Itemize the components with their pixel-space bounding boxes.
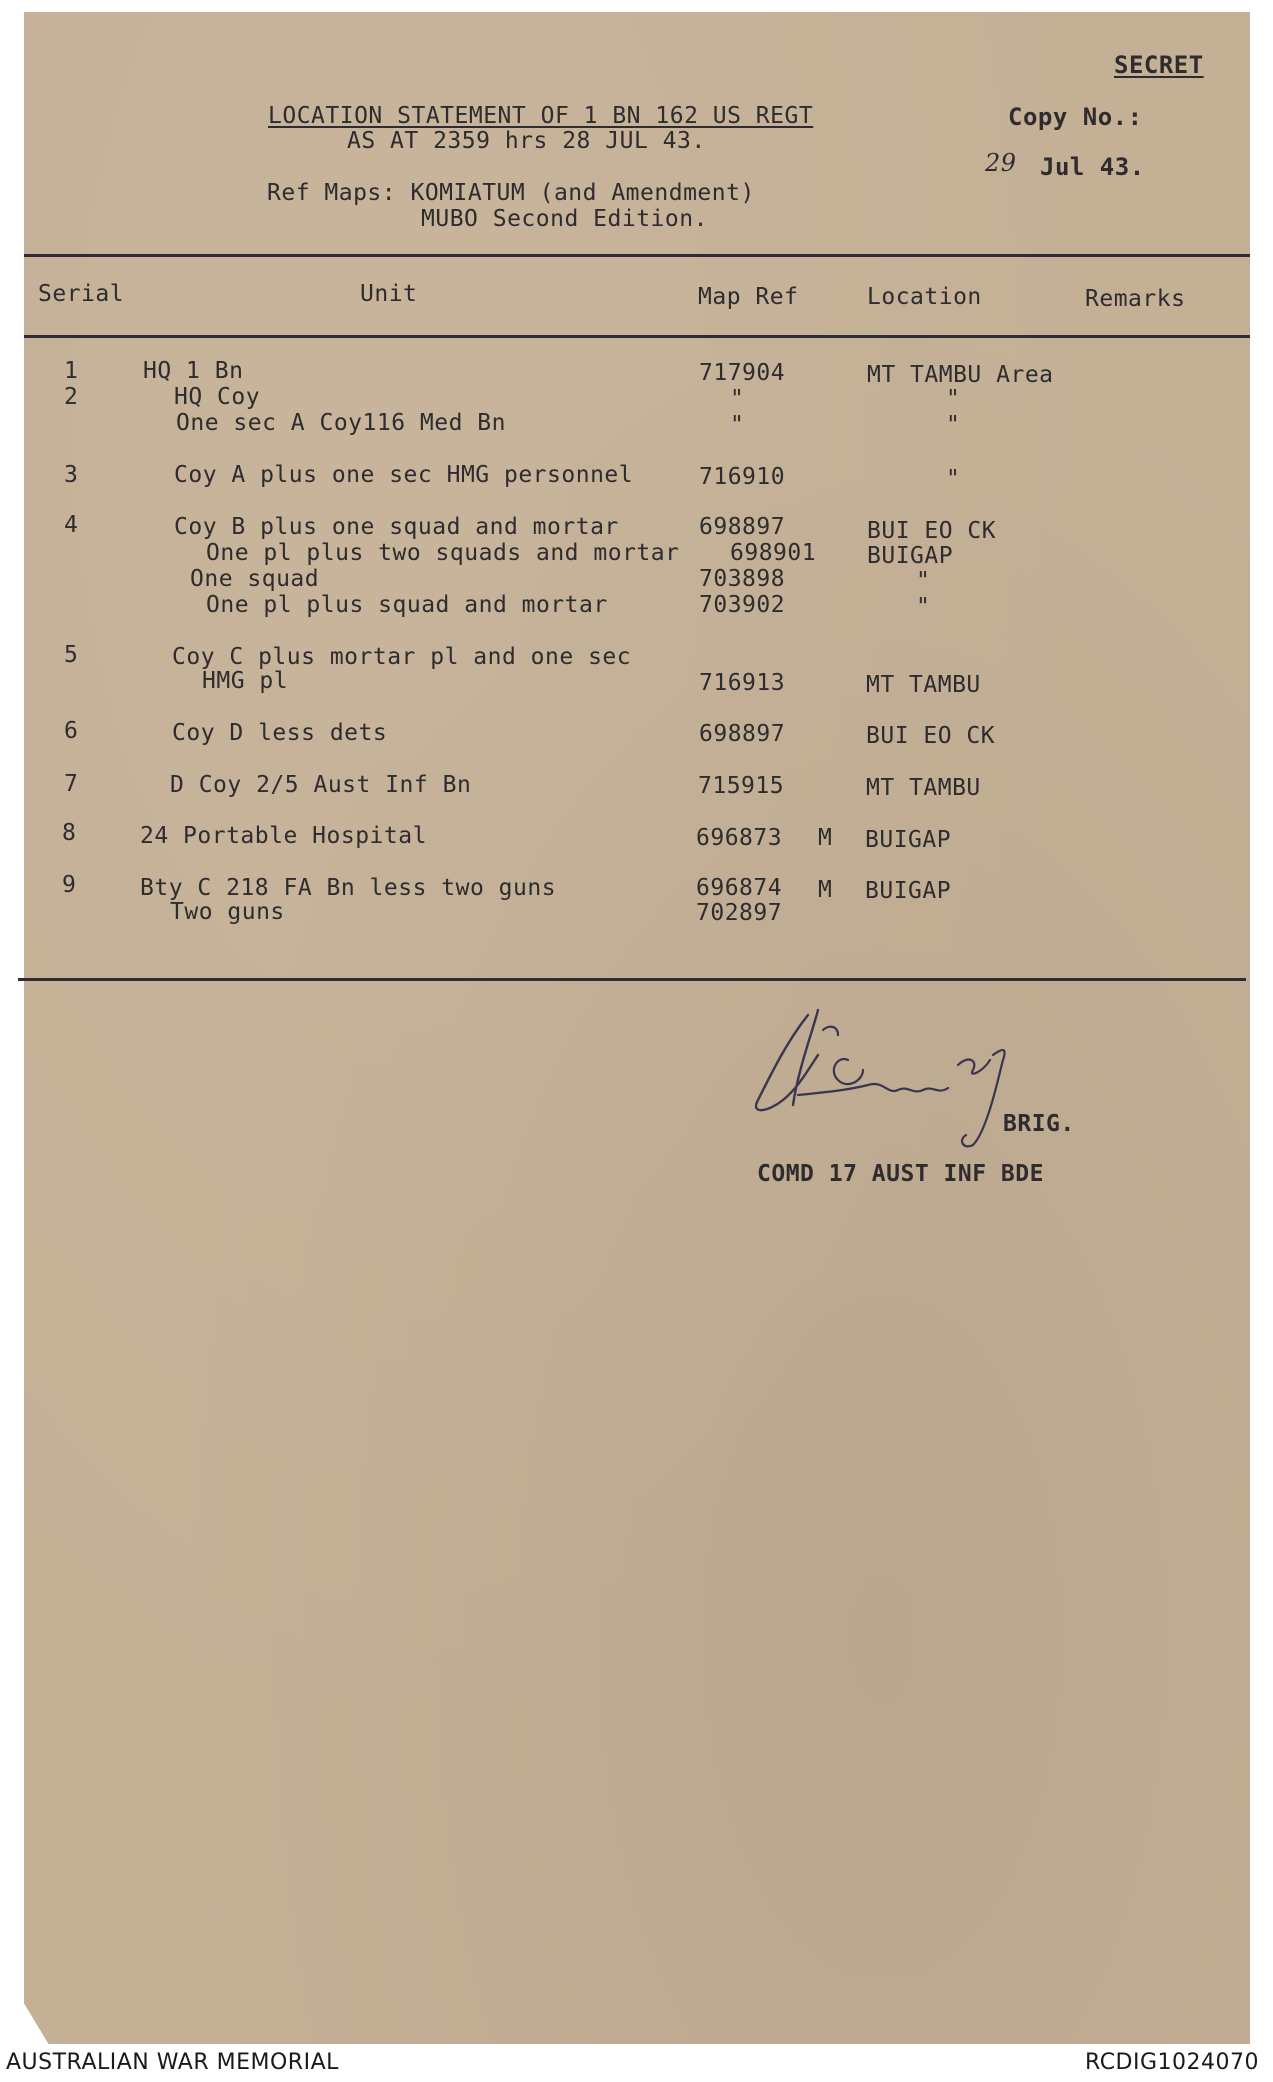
unit-cell: D Coy 2/5 Aust Inf Bn [170,772,472,798]
serial-cell: 6 [64,718,79,744]
map-ref-cell: 716913 [699,670,786,696]
signatory-appointment: COMD 17 AUST INF BDE [757,1161,1044,1187]
location-cell: BUI EO CK [867,518,997,544]
date-month-year: Jul 43. [1040,153,1145,181]
unit-cell: One pl plus squad and mortar [206,592,608,618]
location-cell: BUIGAP [865,827,952,853]
column-header-remarks: Remarks [1085,286,1186,312]
table-header-rule [24,335,1250,338]
map-ref-cell: 698897 [699,721,786,747]
unit-cell: HQ 1 Bn [143,358,244,384]
serial-cell: 3 [64,462,79,488]
column-header-map-ref: Map Ref [698,284,799,310]
column-header-serial: Serial [38,281,125,307]
column-header-unit: Unit [360,281,418,307]
unit-cell: One pl plus two squads and mortar [206,540,680,566]
date-day-handwritten: 29 [985,149,1017,177]
serial-cell: 9 [62,872,77,898]
flag-cell: M [818,825,833,851]
unit-cell: One sec A Coy116 Med Bn [176,410,506,436]
table-top-rule [24,254,1250,257]
location-cell: BUIGAP [865,878,952,904]
location-cell: BUI EO CK [866,723,996,749]
map-ref-cell: 698897 [699,514,786,540]
table-bottom-rule [18,978,1246,981]
location-cell: BUIGAP [867,543,954,569]
location-cell: MT TAMBU [866,775,981,801]
flag-cell: M [818,877,833,903]
archive-source-caption: AUSTRALIAN WAR MEMORIAL [6,2050,339,2075]
archive-id-caption: RCDIG1024070 [1085,2050,1260,2075]
unit-cell: HMG pl [202,668,289,694]
unit-cell: Two guns [170,899,285,925]
map-ref-cell: 703898 [699,566,786,592]
map-ref-cell: 698901 [730,540,817,566]
map-ref-cell: 717904 [699,360,786,386]
map-ref-cell: 716910 [699,464,786,490]
ref-maps-line-2: MUBO Second Edition. [421,206,708,232]
as-at-line: AS AT 2359 hrs 28 JUL 43. [347,128,706,154]
unit-cell: Coy A plus one sec HMG personnel [174,462,634,488]
map-ref-cell: 696874 [696,875,783,901]
map-ref-cell: " [730,412,745,438]
location-cell: MT TAMBU Area [867,362,1054,388]
serial-cell: 5 [64,642,79,668]
unit-cell: Bty C 218 FA Bn less two guns [140,875,557,901]
location-cell: MT TAMBU [866,672,981,698]
classification-marking: SECRET [1114,51,1204,79]
unit-cell: Coy C plus mortar pl and one sec [172,644,632,670]
serial-cell: 4 [64,512,79,538]
location-cell: " [916,568,931,594]
serial-cell: 1 [64,358,79,384]
column-header-location: Location [867,284,982,310]
location-cell: " [916,594,931,620]
map-ref-cell: 696873 [696,825,783,851]
unit-cell: Coy B plus one squad and mortar [174,514,619,540]
map-ref-cell: 702897 [696,900,783,926]
map-ref-cell: 703902 [699,592,786,618]
document-title: LOCATION STATEMENT OF 1 BN 162 US REGT [268,103,814,129]
serial-cell: 7 [64,771,79,797]
unit-cell: Coy D less dets [172,720,388,746]
map-ref-cell: " [730,386,745,412]
ref-maps-line-1: Ref Maps: KOMIATUM (and Amendment) [267,180,755,206]
unit-cell: One squad [190,566,320,592]
location-cell: " [946,412,961,438]
serial-cell: 8 [62,820,77,846]
unit-cell: HQ Coy [174,384,261,410]
location-cell: " [946,466,961,492]
signatory-rank: BRIG. [1003,1111,1075,1137]
copy-no-label: Copy No.: [1008,103,1143,131]
location-cell: " [946,386,961,412]
unit-cell: 24 Portable Hospital [140,823,427,849]
serial-cell: 2 [64,384,79,410]
paper-sheet [24,12,1250,2044]
map-ref-cell: 715915 [698,773,785,799]
